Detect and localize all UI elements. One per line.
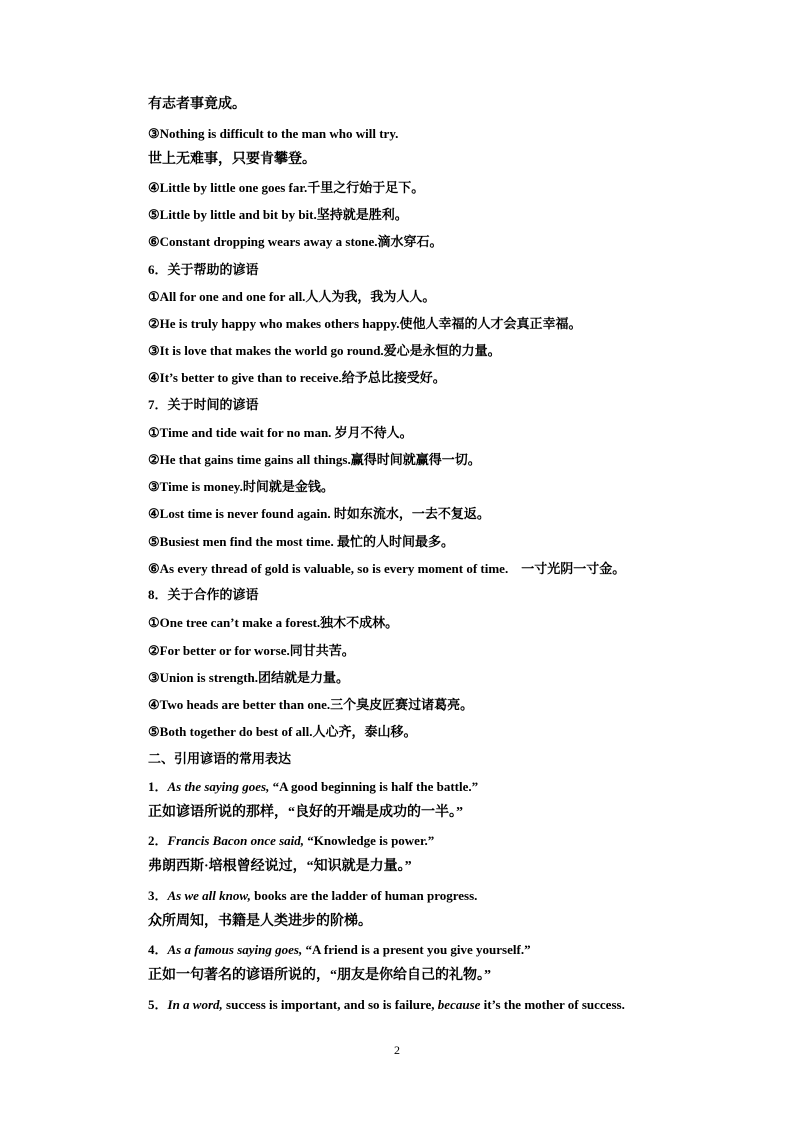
text-line: 世上无难事，只要肯攀登。 <box>148 152 316 167</box>
translation-line: 弗朗西斯·培根曾经说过，“知识就是力量。” <box>148 859 412 874</box>
expression-text: books are the ladder of human progress. <box>250 888 478 903</box>
section-heading: 8．关于合作的谚语 <box>148 587 259 602</box>
proverb-line: ①All for one and one for all.人人为我，我为人人。 <box>148 289 436 304</box>
expression-line <box>148 942 531 958</box>
expression-text: “Knowledge is power.” <box>304 833 435 848</box>
item-number: 5． <box>148 997 168 1012</box>
expression-text: “A friend is a present you give yourself.” <box>302 942 531 957</box>
proverb-line: ②For better or for worse.同甘共苦。 <box>148 643 355 658</box>
expression-line <box>148 779 478 795</box>
expression-text: it’s the mother of success. <box>480 997 625 1012</box>
proverb-line: ④It’s better to give than to receive.给予总比接受好。 <box>148 370 446 385</box>
item-number: 3． <box>148 888 168 903</box>
proverb-line: ⑤Little by little and bit by bit.坚持就是胜利。 <box>148 207 408 222</box>
item-number: 4． <box>148 942 168 957</box>
proverb-line: ⑤Both together do best of all.人心齐，泰山移。 <box>148 724 417 739</box>
proverb-line: ①One tree can’t make a forest.独木不成林。 <box>148 615 399 630</box>
proverb-line: ②He that gains time gains all things.赢得时间就赢得一切。 <box>148 452 481 467</box>
proverb-line: ⑤Busiest men find the most time. 最忙的人时间最多。 <box>148 534 454 549</box>
item-number: 1． <box>148 779 168 794</box>
translation-line: 众所周知，书籍是人类进步的阶梯。 <box>148 914 372 929</box>
proverb-line: ⑥Constant dropping wears away a stone.滴水穿石。 <box>148 234 443 249</box>
proverb-line: ④Little by little one goes far.千里之行始于足下。 <box>148 180 425 195</box>
expression-line <box>148 997 625 1013</box>
translation-line: 正如谚语所说的那样，“良好的开端是成功的一半。” <box>148 805 463 820</box>
italic-phrase: As we all know, <box>167 888 251 903</box>
page-number: 2 <box>394 1043 400 1057</box>
proverb-line: ③It is love that makes the world go round.爱心是永恒的力量。 <box>148 343 501 358</box>
text-line: 有志者事竟成。 <box>148 97 246 112</box>
expression-text: success is important, and so is failure, <box>222 997 438 1012</box>
section-heading: 二、引用谚语的常用表达 <box>148 751 292 766</box>
expression-line <box>148 888 477 904</box>
italic-phrase: As the saying goes, <box>167 779 270 794</box>
proverb-line: ③Time is money.时间就是金钱。 <box>148 479 334 494</box>
item-number: 2． <box>148 833 168 848</box>
italic-word: because <box>437 997 481 1012</box>
proverb-line: ③Nothing is difficult to the man who will try. <box>148 126 399 141</box>
translation-line: 正如一句著名的谚语所说的，“朋友是你给自己的礼物。” <box>148 968 491 983</box>
section-heading: 6．关于帮助的谚语 <box>148 262 259 277</box>
section-heading: 7．关于时间的谚语 <box>148 397 259 412</box>
proverb-line: ③Union is strength.团结就是力量。 <box>148 670 350 685</box>
proverb-line: ④Lost time is never found again. 时如东流水，一去不复返。 <box>148 506 490 521</box>
proverb-line: ④Two heads are better than one.三个臭皮匠赛过诸葛亮。 <box>148 697 474 712</box>
expression-line <box>148 833 434 849</box>
proverb-line: ②He is truly happy who makes others happy.使他人幸福的人才会真正幸福。 <box>148 316 582 331</box>
italic-phrase: Francis Bacon once said, <box>167 833 305 848</box>
proverb-line: ①Time and tide wait for no man. 岁月不待人。 <box>148 425 413 440</box>
italic-phrase: In a word, <box>167 997 223 1012</box>
proverb-line: ⑥As every thread of gold is valuable, so is every moment of time. 一寸光阴一寸金。 <box>148 561 626 576</box>
expression-text: “A good beginning is half the battle.” <box>269 779 479 794</box>
italic-phrase: As a famous saying goes, <box>167 942 303 957</box>
